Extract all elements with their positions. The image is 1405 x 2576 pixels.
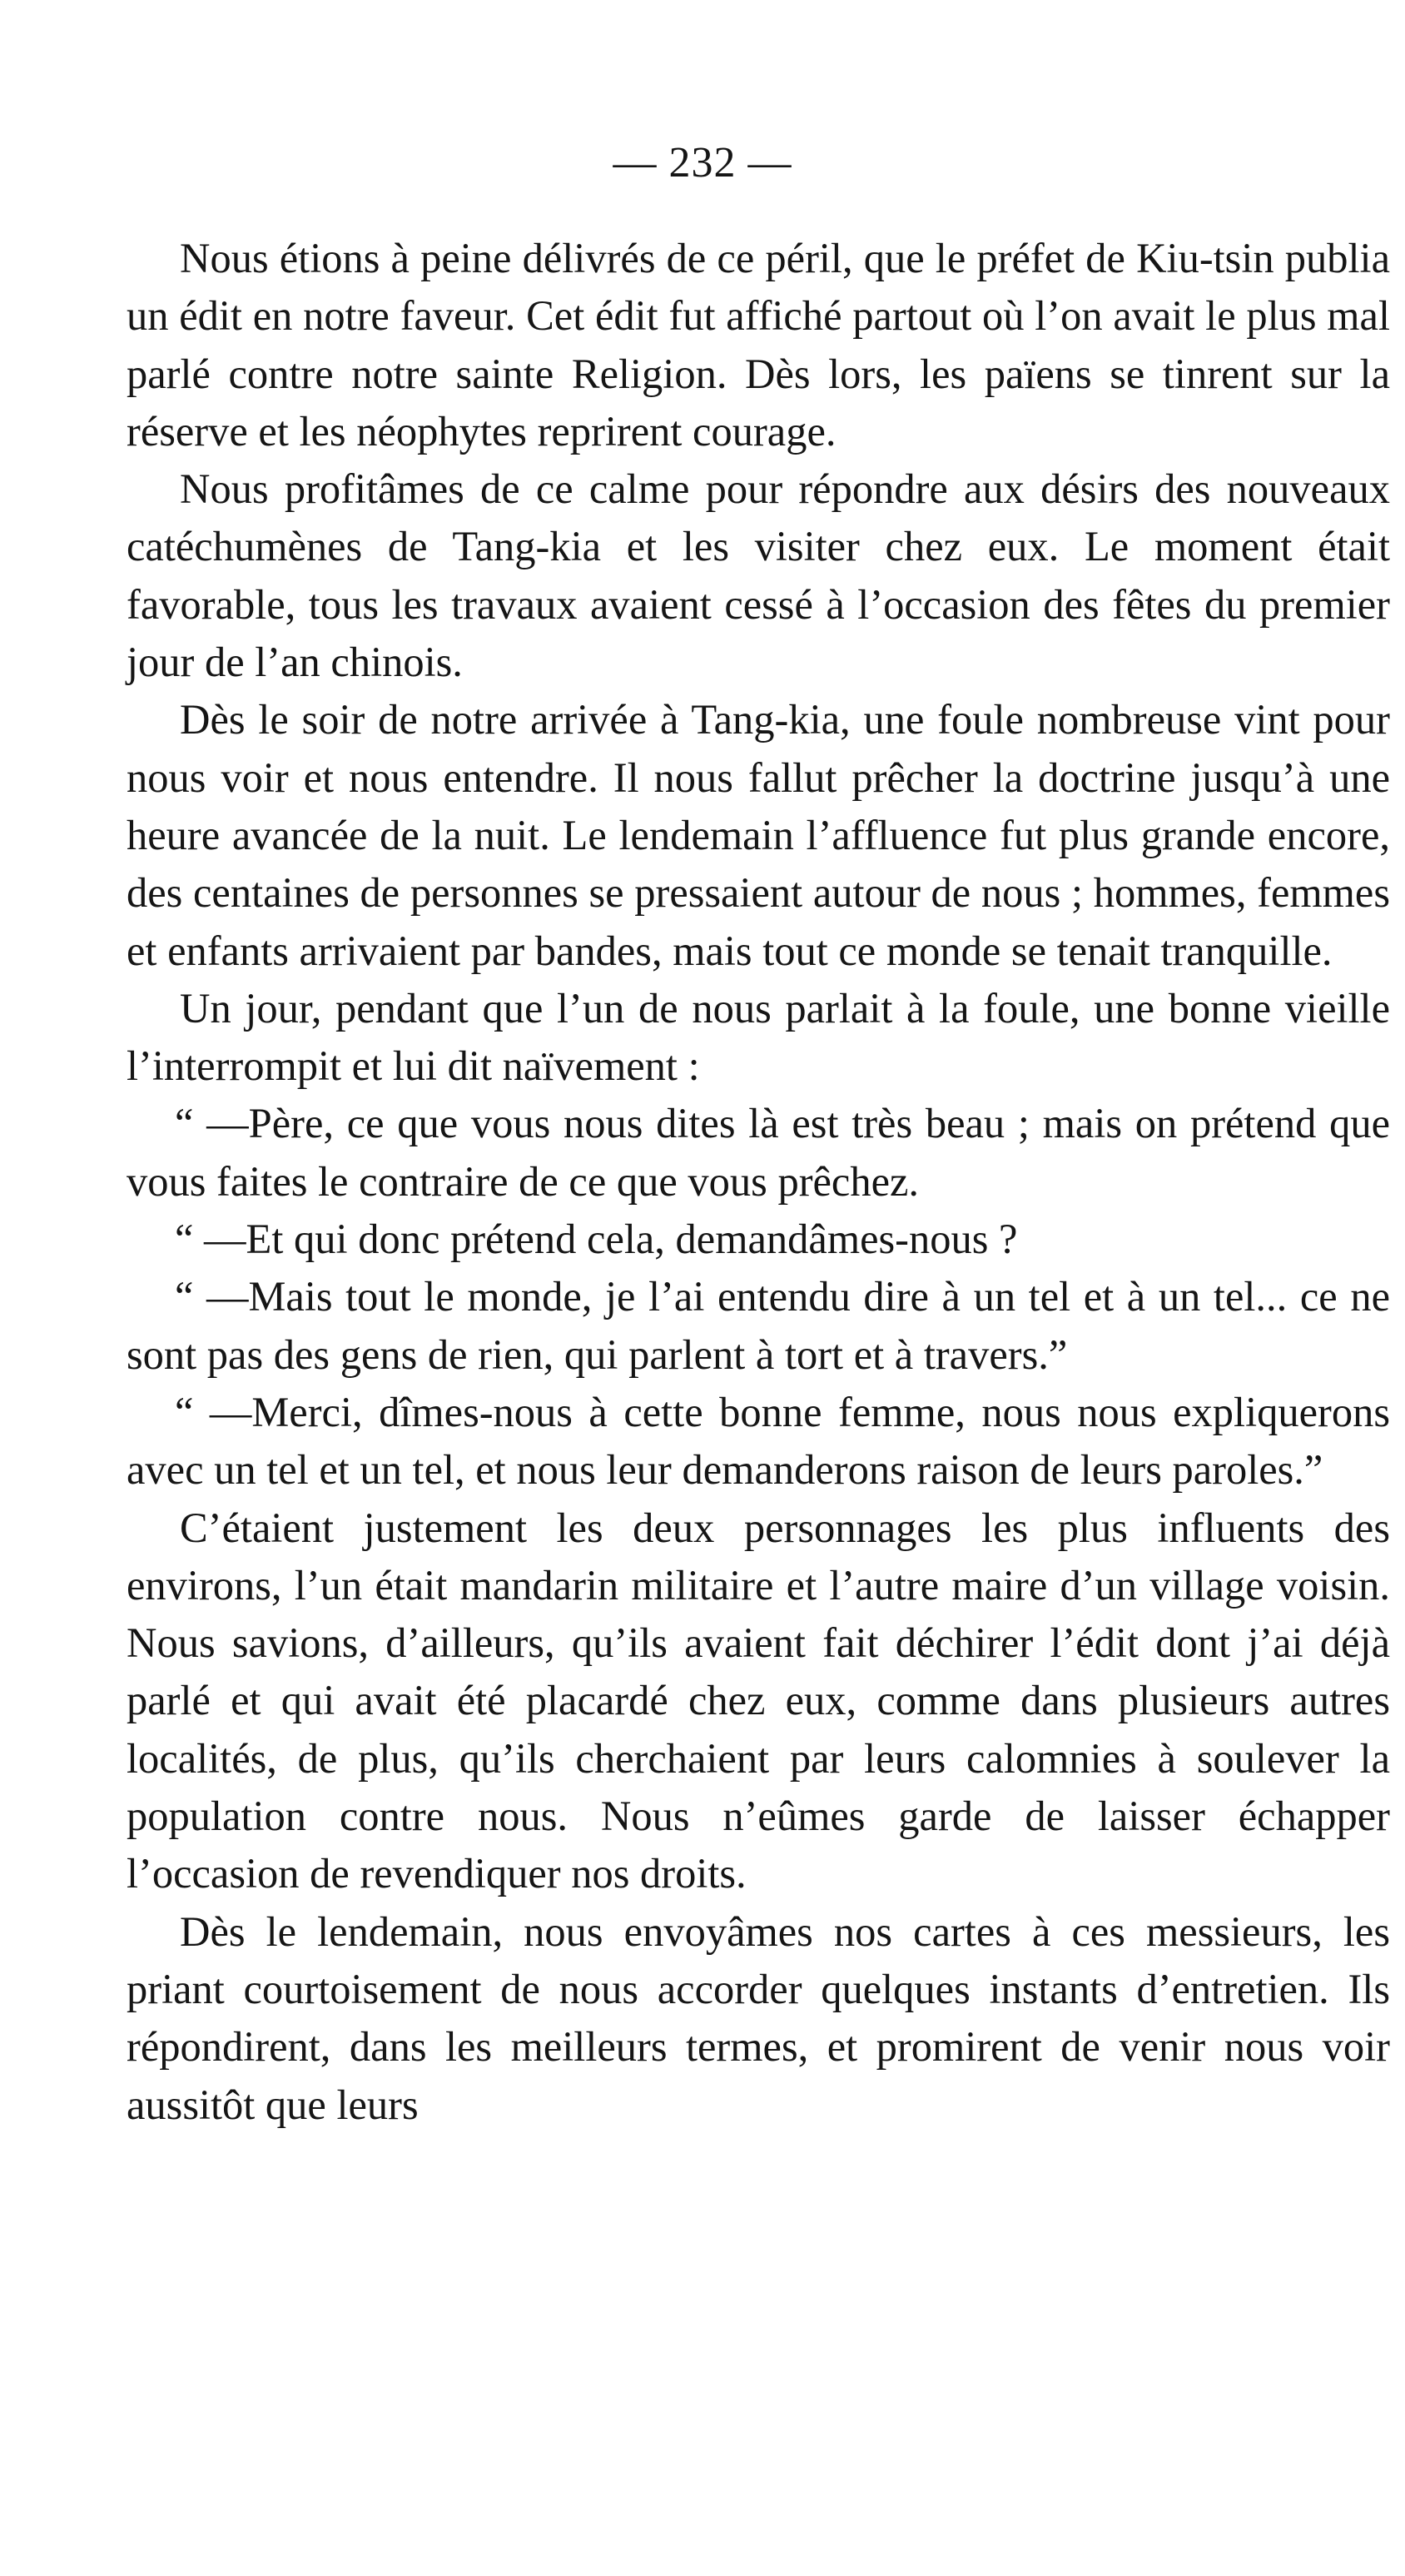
page-number: — 232 — bbox=[613, 139, 792, 186]
paragraph-2: Nous profitâmes de ce calme pour répondre aux désirs des nouveaux catéchumènes de Tang-kia et les visiter chez eux. Le moment était favorable, tous les travaux avaient cessé à l’occasion des fêtes du premier jour de l’an chinois. bbox=[127, 465, 1390, 686]
dialogue-3: “ —Mais tout le monde, je l’ai entendu dire à un tel et à un tel... ce ne sont pas des gens de rien, qui parlent à tort et à travers.” bbox=[127, 1273, 1390, 1378]
dialogue-1: “ —Père, ce que vous nous dites là est très beau ; mais on prétend que vous faites le contraire de ce que vous prêchez. bbox=[127, 1100, 1390, 1205]
body-text bbox=[127, 230, 1390, 2134]
dialogue-4: “ —Merci, dîmes-nous à cette bonne femme, nous nous expliquerons avec un tel et un tel, et nous leur demanderons raison de leurs paroles.” bbox=[127, 1388, 1390, 1494]
paragraph-6: Dès le lendemain, nous envoyâmes nos cartes à ces messieurs, les priant courtoisement de nous accorder quelques instants d’entretien. Ils répondirent, dans les meilleurs termes, et promirent de venir nous voir aussitôt que leurs bbox=[127, 1907, 1390, 2128]
dialogue-2: “ —Et qui donc prétend cela, demandâmes-nous ? bbox=[175, 1216, 1018, 1263]
paragraph-4: Un jour, pendant que l’un de nous parlait à la foule, une bonne vieille l’interrompit et lui dit naïvement : bbox=[127, 984, 1390, 1090]
paragraph-5: C’étaient justement les deux personnages les plus influents des environs, l’un était mandarin militaire et l’autre maire d’un village voisin. Nous savions, d’ailleurs, qu’ils avaient fait déchirer l’édit dont j’ai déjà parlé et qui avait été placardé chez eux, comme dans plusieurs autres localités, de plus, qu’ils cherchaient par leurs calomnies à soulever la population contre nous. Nous n’eûmes garde de laisser échapper l’occasion de revendiquer nos droits. bbox=[127, 1504, 1390, 1897]
paragraph-1: Nous étions à peine délivrés de ce péril, que le préfet de Kiu-tsin publia un édit en notre faveur. Cet édit fut affiché partout où l’on avait le plus mal parlé contre notre sainte Religion. Dès lors, les païens se tinrent sur la réserve et les néophytes reprirent courage. bbox=[127, 235, 1390, 455]
paragraph-3: Dès le soir de notre arrivée à Tang-kia, une foule nombreuse vint pour nous voir et nous entendre. Il nous fallut prêcher la doctrine jusqu’à une heure avancée de la nuit. Le lendemain l’affluence fut plus grande encore, des centaines de personnes se pressaient autour de nous ; hommes, femmes et enfants arrivaient par bandes, mais tout ce monde se tenait tranquille. bbox=[127, 696, 1390, 974]
